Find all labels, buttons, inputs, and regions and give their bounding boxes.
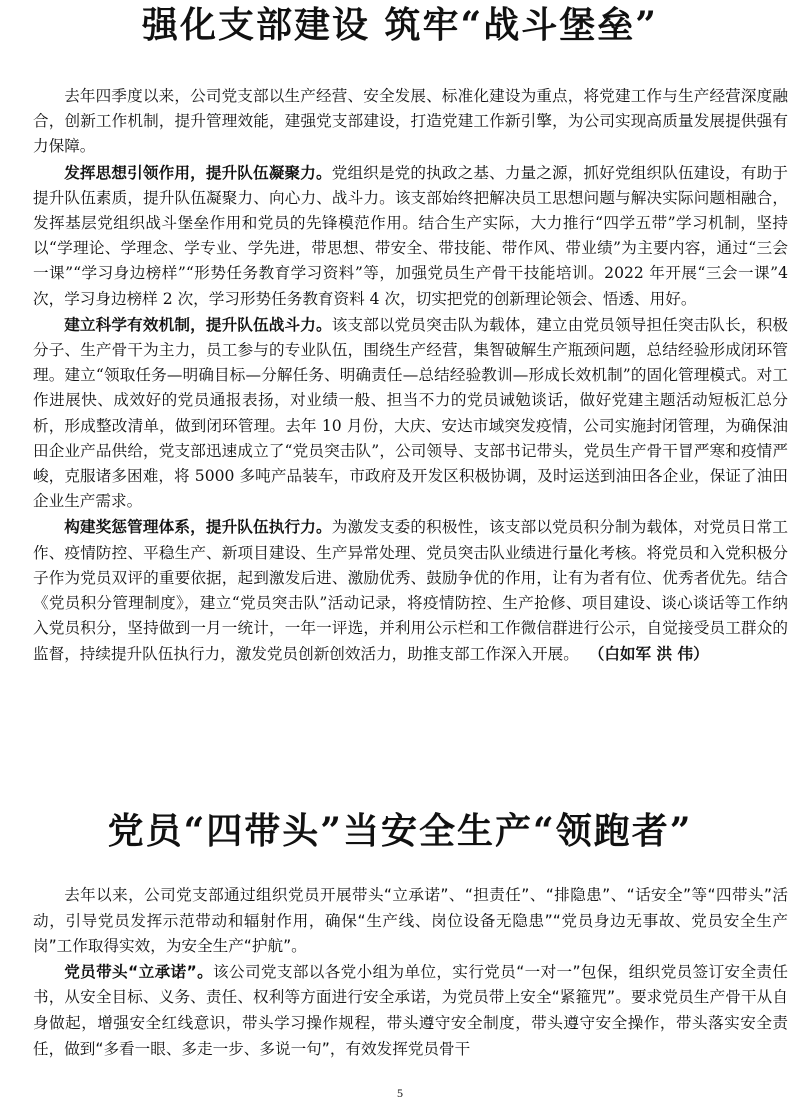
page-number: 5 bbox=[397, 1086, 403, 1100]
section-heading: 构建奖惩管理体系，提升队伍执行力。 bbox=[64, 517, 332, 537]
section-heading: 发挥思想引领作用，提升队伍凝聚力。 bbox=[64, 162, 332, 182]
article-body bbox=[33, 84, 788, 668]
section-heading: 建立科学有效机制，提升队伍战斗力。 bbox=[64, 314, 332, 334]
author-byline: （白如军 洪 伟） bbox=[588, 644, 709, 664]
section-paragraph bbox=[33, 312, 788, 515]
section-paragraph bbox=[33, 160, 788, 312]
article-title: 强化支部建设 筑牢“战斗堡垒” bbox=[142, 4, 658, 46]
section-text: 该支部以党员突击队为载体，建立由党员领导担任突击队长，积极分子、生产骨干为主力，员工参与的专业队伍，围绕生产经营，集智破解生产瓶颈问题，总结经验形成闭环管理。建立“领取任务—明确目标—分解任务、明确责任—总结经验教训—形成长效机制”的固化管理模式。对工作进展快、成效好的党员通报表扬，对业绩一般、担当不力的党员诫勉谈话，做好党建主题活动短板汇总分析，形成整改清单，做到闭环管理。去年 10 月份，大庆、安达市域突发疫情，公司实施封闭管理，为确保油田企业产品供给，党支部迅速成立了“党员突击队”，公司领导、支部书记带头，党员生产骨干冒严寒和疫情严峻，克服诸多困难，将 5000 多吨产品装车，市政府及开发区积极协调，及时运送到油田各企业，保证了油田企业生产需求。 bbox=[33, 315, 788, 511]
article-body bbox=[33, 883, 788, 1062]
intro-paragraph: 去年四季度以来，公司党支部以生产经营、安全发展、标准化建设为重点，将党建工作与生产经营深度融合，创新工作机制，提升管理效能，建强党支部建设，打造党建工作新引擎，为公司实现高质量发展提供强有力保障。 bbox=[33, 87, 788, 156]
section-text: 为激发支委的积极性，该支部以党员积分制为载体，对党员日常工作、疫情防控、平稳生产、新项目建设、生产异常处理、党员突击队业绩进行量化考核。将党员和入党积极分子作为党员双评的重要依据，起到激发后进、激励优秀、鼓励争优的作用，让有为者有位、优秀者优先。结合《党员积分管理制度》，建立“党员突击队”活动记录，将疫情防控、生产抢修、项目建设、谈心谈话等工作纳入党员积分，坚持做到一月一统计，一年一评选，并利用公示栏和工作微信群进行公示，自觉接受员工群众的监督，持续提升队伍执行力，激发党员创新创效活力，助推支部工作深入开展。 bbox=[33, 518, 788, 664]
section-text: 党组织是党的执政之基、力量之源，抓好党组织队伍建设，有助于提升队伍素质，提升队伍凝聚力、向心力、战斗力。该支部始终把解决员工思想问题与解决实际问题相融合，发挥基层党组织战斗堡垒作用和党员的先锋模范作用。结合生产实际，大力推行“四学五带”学习机制，坚持以“学理论、学理念、学专业、学先进，带思想、带安全、带技能、带作风、带业绩”为主要内容，通过“三会一课”“学习身边榜样”“形势任务教育学习资料”等，加强党员生产骨干技能培训。2022 年开展“三会一课”4 次，学习身边榜样 2 次，学习形势任务教育资料 4 次，切实把党的创新理论领会、悟透、用好。 bbox=[33, 163, 788, 308]
intro-paragraph: 去年以来，公司党支部通过组织党员开展带头“立承诺”、“担责任”、“排隐患”、“话安全”等“四带头”活动，引导党员发挥示范带动和辐射作用，确保“生产线、岗位设备无隐患”“党员身边无事故、党员安全生产岗”工作取得实效，为安全生产“护航”。 bbox=[33, 886, 788, 956]
section-paragraph bbox=[33, 514, 788, 667]
section-paragraph bbox=[33, 960, 788, 1062]
article-title: 党员“四带头”当安全生产“领跑者” bbox=[107, 810, 693, 852]
section-text: 该公司党支部以各党小组为单位，实行党员“一对一”包保，组织党员签订安全责任书，从安全目标、义务、责任、权利等方面进行安全承诺，为党员带上安全“紧箍咒”。要求党员生产骨干从自身做起，增强安全红线意识，带头学习操作规程，带头遵守安全制度，带头遵守安全操作，带头落实安全责任，做到“多看一眼、多走一步、多说一句”，有效发挥党员骨干 bbox=[33, 962, 788, 1058]
section-heading: 党员带头“立承诺”。 bbox=[64, 962, 214, 981]
